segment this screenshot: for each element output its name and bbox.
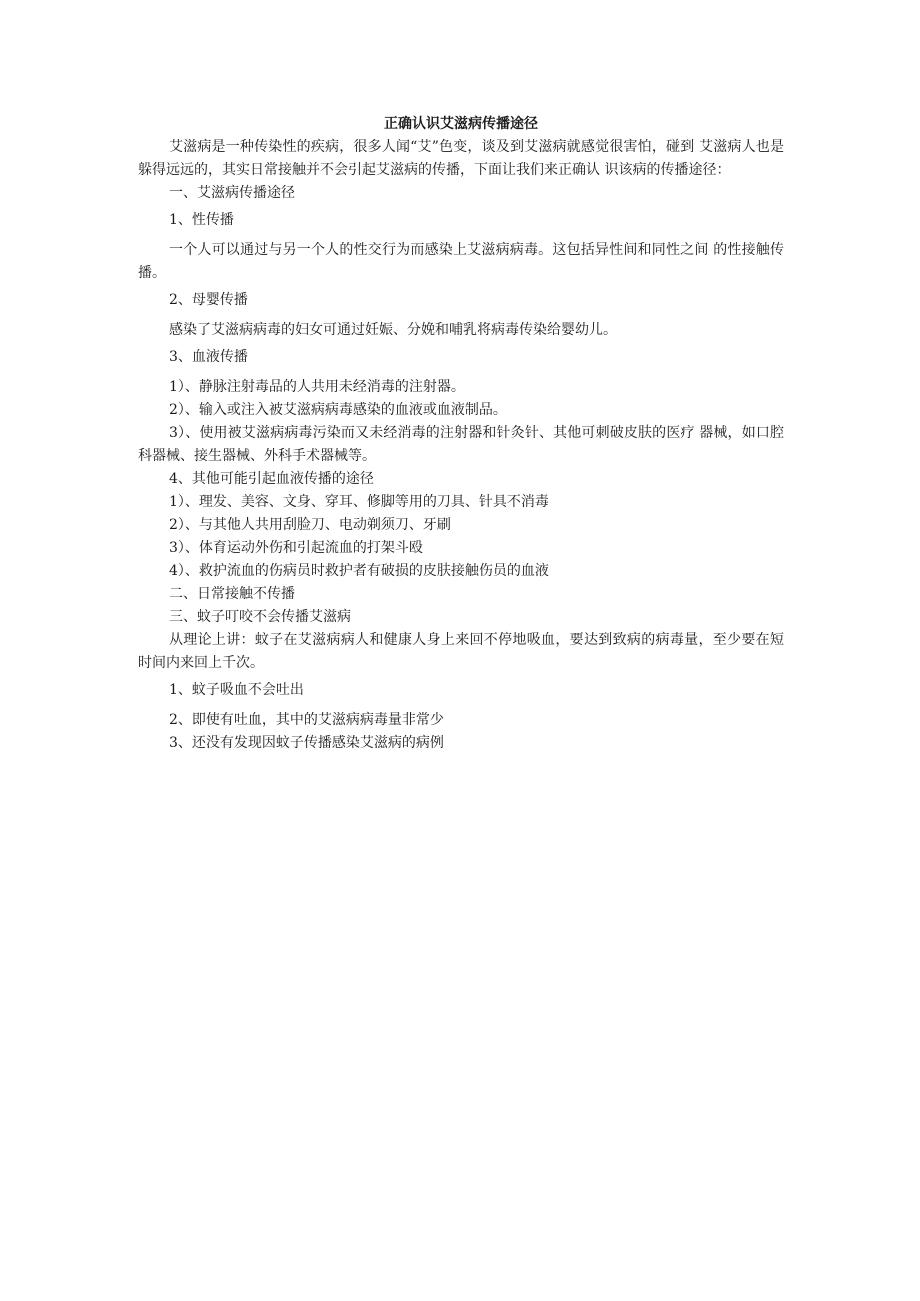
list-item-blood-2: 2）、输入或注入被艾滋病病毒感染的血液或血液制品。: [169, 402, 507, 418]
list-item-mosquito-1: 1、蚊子吸血不会吐出: [169, 682, 304, 698]
list-item-mosquito-2: 2、即使有吐血，其中的艾滋病病毒量非常少: [169, 712, 444, 728]
subheading-sexual-transmission: 1、性传播: [169, 212, 234, 228]
section-heading-1: 一、艾滋病传播途径: [169, 185, 295, 201]
subheading-other-blood: 4、其他可能引起血液传播的途径: [169, 471, 374, 487]
list-item-other-4: 4）、救护流血的伤病员时救护者有破损的皮肤接触伤员的血液: [169, 563, 549, 579]
intro-paragraph: 艾滋病是一种传染性的疾病，很多人闻“艾”色变，谈及到艾滋病就感觉很害怕，碰到 艾滋病人也是躲得远远的，其实日常接触并不会引起艾滋病的传播，下面让我们来正确认 识该病的传播途径：: [138, 139, 784, 178]
document-page: [138, 110, 784, 755]
paragraph-sexual-transmission: 一个人可以通过与另一个人的性交行为而感染上艾滋病病毒。这包括异性间和同性之间 的性接触传播。: [138, 242, 784, 281]
list-item-blood-1: 1）、静脉注射毒品的人共用未经消毒的注射器。: [169, 379, 465, 395]
section-heading-3: 三、蚊子叮咬不会传播艾滋病: [169, 609, 351, 625]
section-heading-2: 二、日常接触不传播: [169, 586, 295, 602]
list-item-mosquito-3: 3、还没有发现因蚊子传播感染艾滋病的病例: [169, 735, 444, 751]
list-item-other-2: 2）、与其他人共用刮脸刀、电动剃须刀、牙刷: [169, 517, 451, 533]
list-item-blood-3: 3）、使用被艾滋病病毒污染而又未经消毒的注射器和针灸针、其他可刺破皮肤的医疗 器械，如口腔科器械、接生器械、外科手术器械等。: [138, 425, 784, 464]
paragraph-mother-infant: 感染了艾滋病病毒的妇女可通过妊娠、分娩和哺乳将病毒传染给婴幼儿。: [169, 322, 617, 338]
list-item-other-3: 3）、体育运动外伤和引起流血的打架斗殴: [169, 540, 423, 556]
paragraph-mosquito-theory: 从理论上讲：蚊子在艾滋病病人和健康人身上来回不停地吸血，要达到致病的病毒量，至少要在短时间内来回上千次。: [138, 632, 784, 671]
document-title: 正确认识艾滋病传播途径: [384, 116, 538, 132]
subheading-mother-infant: 2、母婴传播: [169, 292, 248, 308]
list-item-other-1: 1）、理发、美容、文身、穿耳、修脚等用的刀具、针具不消毒: [169, 494, 549, 510]
subheading-blood-transmission: 3、血液传播: [169, 349, 248, 365]
